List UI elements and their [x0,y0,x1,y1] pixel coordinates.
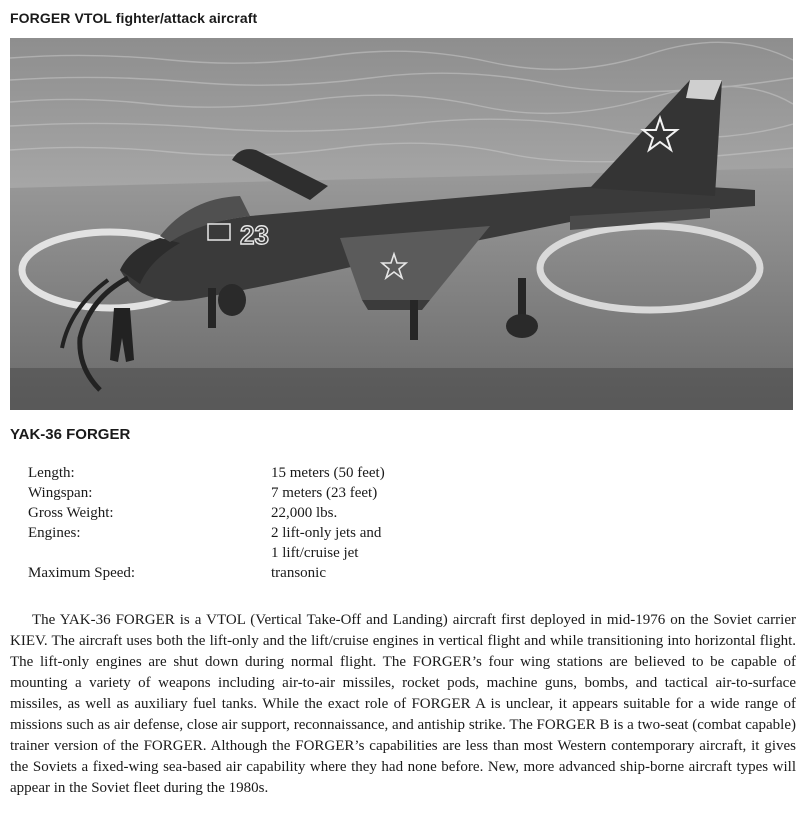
spec-label: Engines: [28,525,81,541]
deck-edge-shadow [10,368,793,410]
spec-value: 2 lift-only jets and 1 lift/cruise jet [271,525,382,561]
spec-label: Gross Weight: [28,505,114,521]
spec-row-wingspan [28,483,385,503]
description-paragraph: The YAK-36 FORGER is a VTOL (Vertical Take-Off and Landing) aircraft first deployed in mid-1976 on the Soviet carrier KIEV. The aircraft uses both the lift-only and the lift/cruise engines in vertical flight and while transitioning into horizontal flight. The lift-only engines are shut down during normal flight. The FORGER’s four wing stations are believed to be capable of mounting a variety of weapons including air-to-air missiles, rocket pods, machine guns, bombs, and tactical air-to-surface missiles, as well as auxiliary fuel tanks. While the exact role of FORGER A is unclear, it appears suitable for a wide range of missions such as air defense, close air support, reconnaissance, and antiship strike. The FORGER B is a two-seat (combat capable) trainer version of the FORGER. Although the FORGER’s capabilities are less than most Western contemporary aircraft, it gives the Soviets a fixed-wing sea-based air capability where they had none before. New, more advanced ship-borne aircraft types will appear in the Soviet fleet during the 1980s. [10,612,796,796]
spec-value: 15 meters (50 feet) [271,465,385,481]
spec-value: 22,000 lbs. [271,505,338,521]
spec-row-length [28,463,385,483]
spec-label: Length: [28,465,75,481]
spec-row-engines [28,523,385,563]
spec-row-maximum-speed [28,563,385,583]
spec-label: Wingspan: [28,485,93,501]
spec-value: transonic [271,565,326,581]
aircraft-title: YAK-36 FORGER [10,426,131,443]
spec-value: 7 meters (23 feet) [271,485,378,501]
tail-number: 23 [240,220,269,250]
page-header: FORGER VTOL fighter/attack aircraft [10,10,258,26]
spec-row-gross-weight [28,503,385,523]
aircraft-photo [10,38,793,410]
spec-label: Maximum Speed: [28,565,136,581]
specs-table [28,463,385,583]
